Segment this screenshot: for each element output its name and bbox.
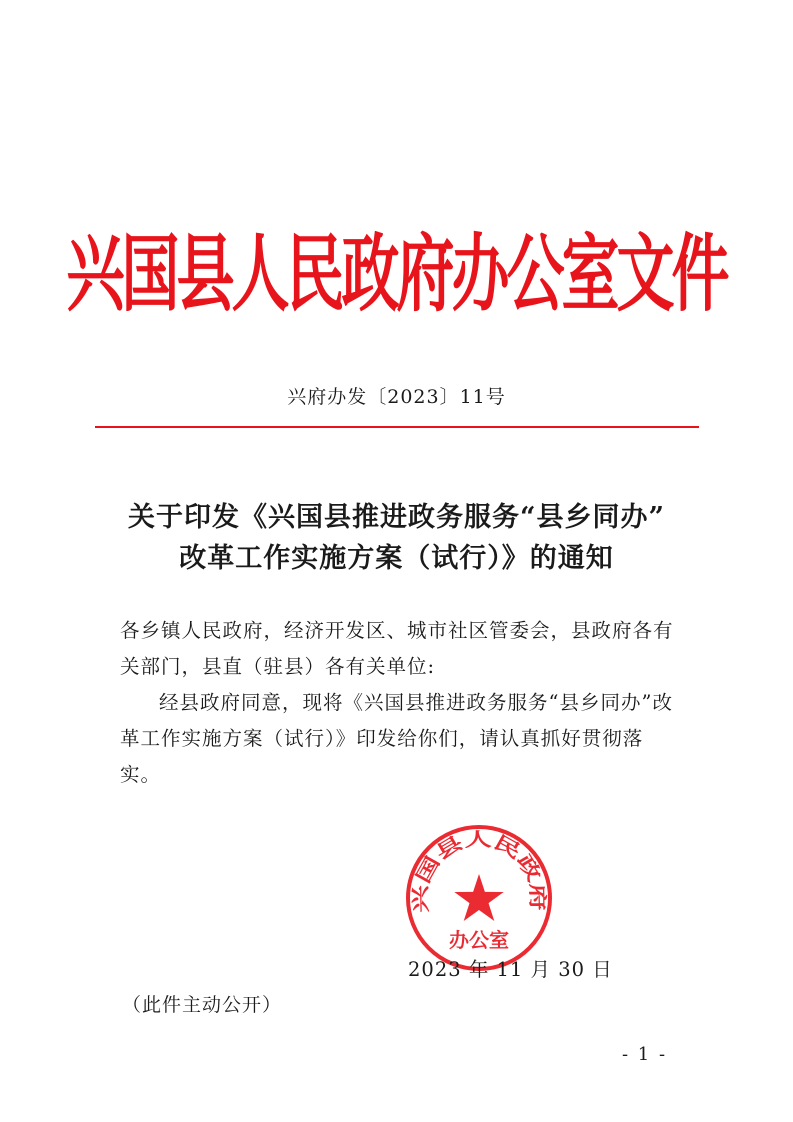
page-number: - 1 -	[622, 1044, 668, 1065]
seal-star-icon	[454, 874, 503, 921]
document-number: 兴府办发〔2023〕11号	[287, 386, 506, 408]
official-seal	[403, 822, 555, 974]
notice-title	[60, 497, 733, 579]
notice-title-line-1: 关于印发《兴国县推进政务服务“县乡同办”	[127, 502, 666, 533]
notice-title-line-2: 改革工作实施方案（试行）》的通知	[179, 543, 614, 574]
recipients-line: 各乡镇人民政府，经济开发区、城市社区管委会，县政府各有关部门，县直（驻县）各有关单位:	[120, 619, 674, 678]
notice-body	[120, 613, 680, 793]
seal-bottom-text: 办公室	[449, 928, 509, 952]
body-paragraph: 经县政府同意，现将《兴国县推进政务服务“县乡同办”改革工作实施方案（试行）》印发给你们，请认真抓好贯彻落实。	[120, 691, 673, 786]
issue-date: 2023 年 11 月 30 日	[408, 958, 613, 981]
masthead-title: 兴国县人民政府办公室文件	[66, 224, 727, 324]
seal-arc-text: 兴国县人民政府	[409, 828, 549, 913]
red-divider-line	[95, 426, 699, 428]
disclosure-note: （此件主动公开）	[122, 994, 283, 1016]
